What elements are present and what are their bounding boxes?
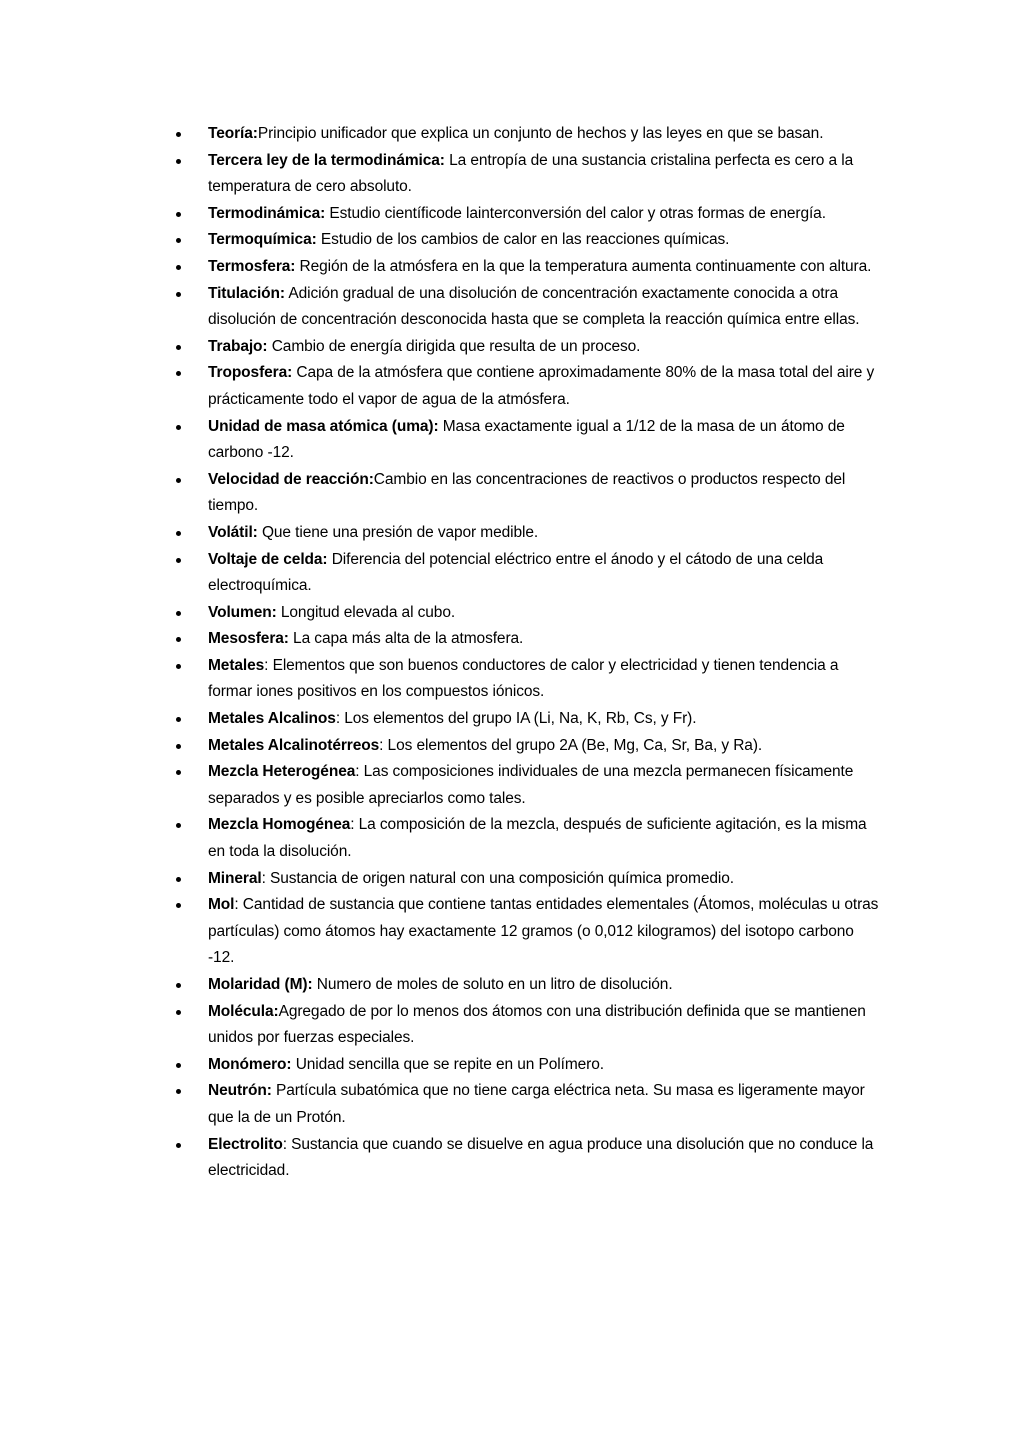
glossary-entry — [0, 148, 880, 201]
glossary-entry — [0, 653, 880, 706]
glossary-entry — [0, 892, 880, 972]
glossary-entry — [0, 121, 880, 148]
glossary-entry — [0, 1078, 880, 1131]
glossary-definition: : Sustancia de origen natural con una composición química promedio. — [261, 869, 734, 887]
glossary-term: Metales Alcalinos — [208, 710, 336, 728]
glossary-entry — [0, 520, 880, 547]
glossary-term: Monómero: — [208, 1055, 292, 1073]
glossary-definition: Diferencia del potencial eléctrico entre el ánodo y el cátodo de una celda electroquímica. — [208, 550, 824, 595]
bullet-icon — [176, 371, 181, 376]
bullet-icon — [176, 770, 181, 775]
bullet-icon — [176, 265, 181, 270]
glossary-definition: Agregado de por lo menos dos átomos con una distribución definida que se mantienen unidos por fuerzas especiales. — [208, 1002, 866, 1047]
glossary-entry — [0, 1052, 880, 1079]
glossary-entry — [0, 467, 880, 520]
glossary-term: Mesosfera: — [208, 630, 289, 648]
bullet-icon — [176, 637, 181, 642]
bullet-icon — [176, 823, 181, 828]
glossary-term: Voltaje de celda: — [208, 550, 328, 568]
glossary-definition: Longitud elevada al cubo. — [276, 603, 456, 621]
bullet-icon — [176, 292, 181, 297]
glossary-term: Velocidad de reacción: — [208, 470, 374, 488]
glossary-term: Termoquímica: — [208, 231, 317, 249]
bullet-icon — [176, 558, 181, 563]
glossary-definition: : Sustancia que cuando se disuelve en agua produce una disolución que no conduce la electricidad. — [208, 1135, 874, 1180]
glossary-entry — [0, 600, 880, 627]
glossary-definition: Masa exactamente igual a 1/12 de la masa de un átomo de carbono -12. — [208, 417, 845, 462]
glossary-entry — [0, 281, 880, 334]
bullet-icon — [176, 877, 181, 882]
glossary-entry — [0, 812, 880, 865]
bullet-icon — [176, 345, 181, 350]
glossary-definition: : Los elementos del grupo IA (Li, Na, K, Rb, Cs, y Fr). — [335, 710, 697, 728]
glossary-term: Mezcla Heterogénea — [208, 763, 356, 781]
glossary-definition: Numero de moles de soluto en un litro de disolución. — [312, 976, 673, 993]
glossary-list — [0, 121, 1024, 1185]
glossary-definition: : Elementos que son buenos conductores de calor y electricidad y tienen tendencia a formar iones positivos en los compuestos iónicos. — [208, 656, 839, 701]
glossary-definition: Unidad sencilla que se repite en un Polímero. — [291, 1055, 604, 1073]
bullet-icon — [176, 1010, 181, 1015]
glossary-definition: Región de la atmósfera en la que la temperatura aumenta continuamente con altura. — [295, 257, 872, 275]
glossary-term: Titulación: — [208, 284, 285, 302]
glossary-entry — [0, 759, 880, 812]
bullet-icon — [176, 132, 181, 137]
glossary-definition: Cambio de energía dirigida que resulta de un proceso. — [267, 337, 641, 355]
glossary-definition: Partícula subatómica que no tiene carga eléctrica neta. Su masa es ligeramente mayor que la de un Protón. — [208, 1082, 865, 1126]
glossary-definition: : Los elementos del grupo 2A (Be, Mg, Ca, Sr, Ba, y Ra). — [379, 736, 763, 754]
bullet-icon — [176, 717, 181, 722]
glossary-entry — [0, 201, 880, 228]
glossary-entry — [0, 334, 880, 361]
glossary-term: Volátil: — [208, 523, 258, 541]
glossary-entry — [0, 733, 880, 760]
glossary-entry — [0, 972, 880, 999]
glossary-entry — [0, 227, 880, 254]
glossary-term: Volumen: — [208, 603, 277, 621]
bullet-icon — [176, 1143, 181, 1148]
glossary-term: Troposfera: — [208, 364, 293, 382]
glossary-term: Unidad de masa atómica (uma): — [208, 417, 439, 435]
glossary-definition: : La composición de la mezcla, después de suficiente agitación, es la misma en toda la disolución. — [208, 816, 867, 861]
glossary-entry — [0, 706, 880, 733]
glossary-term: Metales — [208, 656, 265, 674]
glossary-definition: Capa de la atmósfera que contiene aproximadamente 80% de la masa total del aire y prácticamente todo el vapor de agua de la atmósfera. — [208, 364, 875, 408]
bullet-icon — [176, 478, 181, 483]
glossary-entry — [0, 547, 880, 600]
glossary-term: Termodinámica: — [208, 204, 326, 222]
bullet-icon — [176, 1063, 181, 1068]
glossary-term: Trabajo: — [208, 337, 268, 355]
glossary-definition: Que tiene una presión de vapor medible. — [257, 523, 539, 541]
bullet-icon — [176, 212, 181, 217]
glossary-term: Electrolito — [208, 1135, 283, 1153]
bullet-icon — [176, 159, 181, 164]
bullet-icon — [176, 531, 181, 536]
glossary-entry — [0, 999, 880, 1052]
glossary-entry — [0, 1132, 880, 1185]
glossary-definition: La capa más alta de la atmosfera. — [288, 630, 524, 648]
glossary-entry — [0, 626, 880, 653]
glossary-entry — [0, 866, 880, 893]
glossary-term: Mineral — [208, 869, 262, 887]
bullet-icon — [176, 1089, 181, 1094]
bullet-icon — [176, 664, 181, 669]
glossary-definition: Estudio científicode lainterconversión del calor y otras formas de energía. — [325, 204, 826, 222]
glossary-term: Molécula: — [208, 1002, 279, 1020]
glossary-term: Tercera ley de la termodinámica: — [208, 151, 445, 169]
glossary-term: Neutrón: — [208, 1082, 272, 1100]
bullet-icon — [176, 425, 181, 430]
bullet-icon — [176, 903, 181, 908]
glossary-term: Metales Alcalinotérreos — [208, 736, 380, 754]
bullet-icon — [176, 983, 181, 988]
glossary-entry — [0, 414, 880, 467]
glossary-definition: Principio unificador que explica un conjunto de hechos y las leyes en que se basan. — [257, 125, 824, 142]
glossary-definition: La entropía de una sustancia cristalina perfecta es cero a la temperatura de cero absoluto. — [208, 151, 854, 196]
glossary-term: Mol — [208, 896, 235, 914]
glossary-definition: Cambio en las concentraciones de reactivos o productos respecto del tiempo. — [208, 470, 846, 515]
glossary-definition: : Las composiciones individuales de una mezcla permanecen físicamente separados y es posible apreciarlos como tales. — [208, 763, 854, 807]
glossary-term: Teoría: — [208, 125, 258, 142]
glossary-entry — [0, 254, 880, 281]
glossary-definition: Estudio de los cambios de calor en las reacciones químicas. — [316, 231, 730, 249]
glossary-term: Mezcla Homogénea — [208, 816, 351, 834]
glossary-definition: : Cantidad de sustancia que contiene tantas entidades elementales (Átomos, moléculas u otras partículas) como átomos hay exactamente 12 gramos (o 0,012 kilogramos) del isotopo carbono -12. — [208, 896, 879, 967]
glossary-entry — [0, 360, 880, 413]
bullet-icon — [176, 744, 181, 749]
glossary-definition: Adición gradual de una disolución de concentración exactamente conocida a otra disolución de concentración desconocida hasta que se completa la reacción química entre ellas. — [208, 284, 860, 329]
glossary-term: Termosfera: — [208, 257, 296, 275]
glossary-term: Molaridad (M): — [208, 976, 313, 993]
bullet-icon — [176, 611, 181, 616]
bullet-icon — [176, 238, 181, 243]
